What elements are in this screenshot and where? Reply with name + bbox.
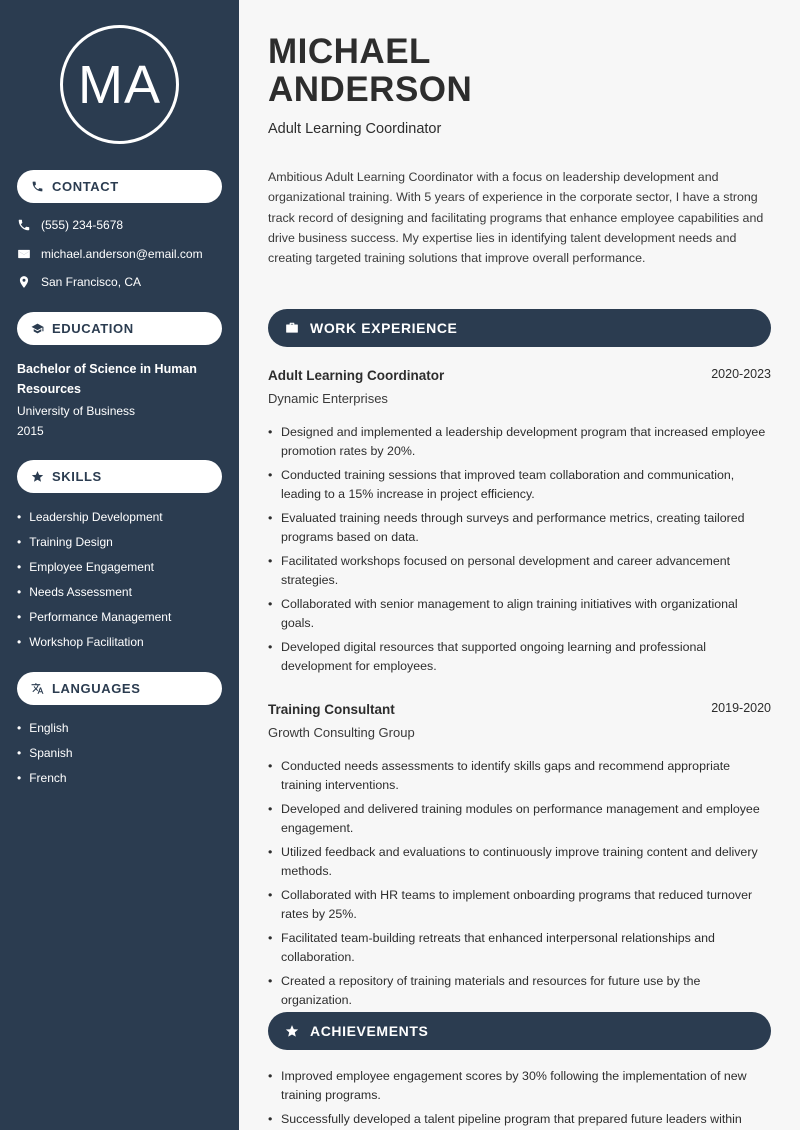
job-bullet: • Conducted training sessions that improved team collaboration and communication, leading to a 15% increase in project efficiency. bbox=[268, 466, 771, 504]
profile-summary: Ambitious Adult Learning Coordinator with a focus on leadership development and organizational training. With 5 years of experience in the corporate sector, I have a strong track record of designing and facilitating programs that enhance employee capabilities and drive business success. My expertise lies in identifying talent development needs and creating targeted training solutions that improve overall performance. bbox=[268, 170, 764, 266]
skill-item: • Performance Management bbox=[17, 610, 171, 635]
languages-heading bbox=[17, 672, 222, 705]
skills-heading bbox=[17, 460, 222, 493]
languages-heading-label: LANGUAGES bbox=[52, 681, 141, 696]
work-experience-heading bbox=[268, 309, 771, 347]
contact-location bbox=[17, 275, 141, 289]
education-heading bbox=[17, 312, 222, 345]
achievement-item: • Successfully developed a talent pipeline program that prepared future leaders within bbox=[268, 1110, 771, 1129]
name-first: MICHAEL bbox=[268, 32, 431, 71]
phone-icon bbox=[17, 218, 31, 232]
job-bullet: • Developed and delivered training modules on performance management and employee engagement. bbox=[268, 800, 771, 838]
translate-icon bbox=[31, 682, 44, 695]
job-1-bullets bbox=[268, 423, 771, 681]
job-bullet: • Collaborated with senior management to align training initiatives with organizational goals. bbox=[268, 595, 771, 633]
skill-item: • Needs Assessment bbox=[17, 585, 171, 610]
star-icon bbox=[285, 1024, 299, 1038]
contact-email bbox=[17, 247, 203, 261]
education-heading-label: EDUCATION bbox=[52, 321, 134, 336]
skill-item: • Leadership Development bbox=[17, 510, 171, 535]
briefcase-icon bbox=[285, 321, 299, 335]
education-year: 2015 bbox=[17, 424, 44, 438]
language-item: • English bbox=[17, 721, 73, 746]
skill-item: • Training Design bbox=[17, 535, 171, 560]
skills-heading-label: SKILLS bbox=[52, 469, 102, 484]
sidebar bbox=[0, 0, 239, 1130]
person-name bbox=[268, 33, 472, 109]
languages-list bbox=[17, 721, 73, 796]
contact-location-text: San Francisco, CA bbox=[41, 275, 142, 289]
contact-email-text: michael.anderson@email.com bbox=[41, 247, 203, 261]
job-bullet: • Conducted needs assessments to identify skills gaps and recommend appropriate training interventions. bbox=[268, 757, 771, 795]
contact-phone bbox=[17, 218, 123, 232]
job-2-title: Training Consultant bbox=[268, 702, 395, 717]
job-bullet: • Facilitated team-building retreats that enhanced interpersonal relationships and collaboration. bbox=[268, 929, 771, 967]
job-1-company: Dynamic Enterprises bbox=[268, 391, 388, 406]
achievements-list bbox=[268, 1067, 771, 1130]
job-1-title: Adult Learning Coordinator bbox=[268, 368, 445, 383]
job-bullet: • Created a repository of training materials and resources for future use by the organization. bbox=[268, 972, 771, 1010]
achievement-item: • Improved employee engagement scores by 30% following the implementation of new training programs. bbox=[268, 1067, 771, 1105]
job-bullet: • Developed digital resources that supported ongoing learning and professional development for employees. bbox=[268, 638, 771, 676]
education-degree: Bachelor of Science in Human Resources bbox=[17, 362, 197, 396]
achievements-heading bbox=[268, 1012, 771, 1050]
name-last: ANDERSON bbox=[268, 70, 473, 109]
contact-heading bbox=[17, 170, 222, 203]
location-pin-icon bbox=[17, 275, 31, 289]
work-experience-heading-label: WORK EXPERIENCE bbox=[310, 320, 458, 336]
achievements-heading-label: ACHIEVEMENTS bbox=[310, 1023, 429, 1039]
job-bullet: • Utilized feedback and evaluations to continuously improve training content and delivery methods. bbox=[268, 843, 771, 881]
avatar-monogram: MA bbox=[60, 25, 179, 144]
job-role: Adult Learning Coordinator bbox=[268, 121, 442, 137]
job-bullet: • Facilitated workshops focused on personal development and career advancement strategies. bbox=[268, 552, 771, 590]
job-2-company: Growth Consulting Group bbox=[268, 725, 415, 740]
language-item: • French bbox=[17, 771, 73, 796]
job-bullet: • Designed and implemented a leadership development program that increased employee promotion rates by 20%. bbox=[268, 423, 771, 461]
education-school: University of Business bbox=[17, 404, 136, 418]
phone-icon bbox=[31, 180, 44, 193]
job-2-dates: 2019-2020 bbox=[711, 701, 771, 715]
contact-heading-label: CONTACT bbox=[52, 179, 119, 194]
language-item: • Spanish bbox=[17, 746, 73, 771]
skill-item: • Workshop Facilitation bbox=[17, 635, 171, 660]
job-bullet: • Evaluated training needs through surveys and performance metrics, creating tailored programs based on data. bbox=[268, 509, 771, 547]
job-2-bullets bbox=[268, 757, 771, 1015]
contact-phone-text: (555) 234-5678 bbox=[41, 218, 124, 232]
skills-list bbox=[17, 510, 171, 660]
skill-item: • Employee Engagement bbox=[17, 560, 171, 585]
mail-icon bbox=[17, 247, 31, 261]
job-bullet: • Collaborated with HR teams to implement onboarding programs that reduced turnover rates by 25%. bbox=[268, 886, 771, 924]
job-1-dates: 2020-2023 bbox=[711, 367, 771, 381]
graduation-cap-icon bbox=[31, 322, 44, 335]
star-icon bbox=[31, 470, 44, 483]
